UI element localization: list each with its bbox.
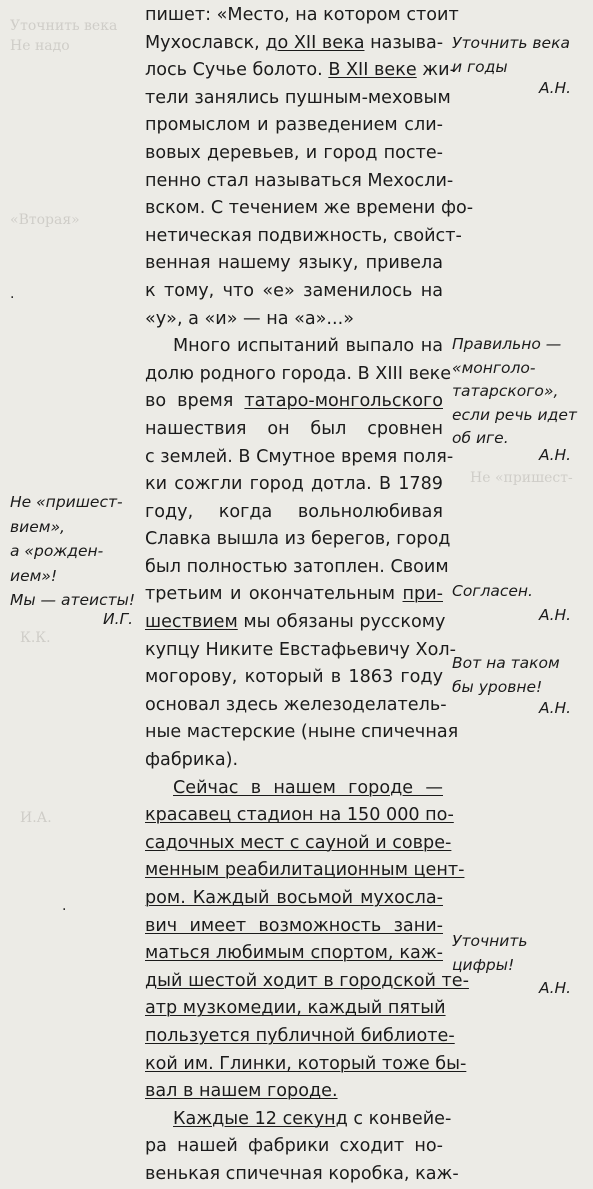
text-line <box>145 885 443 913</box>
note-signature: А.Н. <box>539 979 572 997</box>
text-line: к тому, что «е» заменилось на <box>145 280 443 301</box>
text-line: долю родного города. В XIII веке <box>145 363 452 384</box>
text-span: с конвейе- <box>347 1108 452 1129</box>
bleed-through-text: И.А. <box>20 810 52 826</box>
text-line: нашествия он был сровнен <box>145 418 443 439</box>
margin-note <box>452 929 528 977</box>
text-line <box>145 1106 452 1134</box>
underlined-span: шествием <box>145 612 238 633</box>
note-line: об иге. <box>452 429 509 447</box>
note-signature: И.Г. <box>103 610 134 628</box>
paragraph <box>145 333 459 775</box>
note-line: Правильно — <box>452 335 562 353</box>
note-line: Мы — атеисты! <box>10 591 136 609</box>
text-line <box>145 30 443 58</box>
text-span: во время <box>145 391 245 412</box>
note-signature: А.Н. <box>539 606 572 624</box>
text-line: пишет: «Место, на котором стоит <box>145 5 459 25</box>
text-line <box>145 940 443 968</box>
underlined-span: кой им. Глинки, который тоже бы- <box>145 1053 467 1074</box>
note-signature: А.Н. <box>539 79 572 97</box>
note-line: а «рожден- <box>10 542 104 560</box>
underlined-span: дый шестой ходит в городской те- <box>145 970 469 991</box>
note-line: «монголо- <box>452 358 536 377</box>
bleed-through-text: «Вторая» <box>10 212 80 228</box>
text-line: вовых деревьев, и город посте- <box>145 142 443 163</box>
text-line: основал здесь железоделатель- <box>145 694 447 715</box>
margin-note <box>452 579 533 603</box>
underlined-span: атр музкомедии, каждый пятый <box>145 998 446 1019</box>
text-span: третьим и окончательным <box>145 584 403 605</box>
text-line: вском. С течением же времени фо- <box>145 198 474 219</box>
note-line: если речь идет <box>452 405 577 424</box>
left-margin-note <box>10 490 135 613</box>
main-text-column <box>145 2 474 1189</box>
text-line <box>145 857 465 885</box>
underlined-span: при- <box>402 584 443 605</box>
text-line: был полностью затоплен. Своим <box>145 556 449 577</box>
note-line: ием»! <box>10 566 58 585</box>
text-line <box>145 333 443 361</box>
text-span: Мухославск, <box>145 32 266 53</box>
note-line: Вот на таком <box>452 654 560 672</box>
underlined-span: маться любимым спортом, каж- <box>145 943 443 964</box>
note-line: Уточнить века <box>452 34 570 52</box>
stray-mark: · <box>10 290 15 306</box>
bleed-through-text: Уточнить века <box>10 18 118 34</box>
text-line <box>145 830 452 858</box>
text-line: Славка вышла из берегов, город <box>145 529 451 550</box>
text-line <box>145 388 443 416</box>
underlined-span: менным реабилитационным цент- <box>145 860 465 881</box>
text-span: жи- <box>416 60 456 81</box>
text-line <box>145 802 454 830</box>
text-line: году, когда вольнолюбивая <box>145 501 443 522</box>
text-line <box>145 1051 467 1079</box>
text-line <box>145 913 443 941</box>
bleed-through-text: Не «пришест- <box>470 470 573 486</box>
margin-note <box>452 651 560 699</box>
text-line: ки сожгли город дотла. В 1789 <box>145 474 443 495</box>
underlined-span: татаро-монгольского <box>244 391 443 412</box>
underlined-span: Сейчас в нашем городе — <box>173 777 443 798</box>
text-span: называ- <box>364 32 444 53</box>
note-line: цифры! <box>452 956 515 974</box>
underlined-span: вич имеет возможность зани- <box>145 915 443 936</box>
underlined-span: В XII веке <box>328 60 417 81</box>
text-line: могорову, который в 1863 году <box>145 667 443 688</box>
text-line <box>145 57 456 85</box>
underlined-span: пользуется публичной библиоте- <box>145 1025 455 1046</box>
note-line: Уточнить <box>452 932 528 950</box>
margin-note <box>452 31 570 79</box>
text-line <box>145 968 469 996</box>
text-line <box>145 609 446 637</box>
stray-mark: · <box>62 902 67 918</box>
paragraph <box>145 2 474 333</box>
margin-note <box>452 333 577 451</box>
text-line: венная нашему языку, привела <box>145 253 443 274</box>
underlined-span: Каждые 12 секунд <box>173 1108 348 1129</box>
underlined-span: вал в нашем городе. <box>145 1081 338 1102</box>
bleed-through-text: Не надо <box>10 38 70 54</box>
bleed-through-text: К.К. <box>20 630 51 646</box>
text-line <box>145 1078 443 1106</box>
note-signature: А.Н. <box>539 699 572 717</box>
note-line: Согласен. <box>452 582 533 600</box>
text-line: с землей. В Смутное время поля- <box>145 446 454 467</box>
note-line: татарского», <box>452 382 559 400</box>
text-line: купцу Никите Евстафьевичу Хол- <box>145 639 456 660</box>
text-line <box>145 1023 455 1051</box>
text-line <box>145 775 443 803</box>
text-line: «у», а «и» — на «а»...» <box>145 308 354 329</box>
note-line: Не «пришест- <box>10 493 123 511</box>
text-line: ные мастерские (ныне спичечная <box>145 722 459 743</box>
text-span: Много испытаний выпало на <box>173 336 443 357</box>
text-line: ра нашей фабрики сходит но- <box>145 1136 443 1157</box>
text-line <box>145 581 443 609</box>
text-span: мы обязаны русскому <box>237 612 446 633</box>
paragraph-underlined <box>145 775 469 1106</box>
text-line: фабрика). <box>145 750 239 771</box>
note-line: вием», <box>10 517 65 536</box>
text-line: тели занялись пушным-меховым <box>145 87 451 108</box>
text-line: промыслом и разведением сли- <box>145 115 443 136</box>
underlined-span: ром. Каждый восьмой мухосла- <box>145 888 443 908</box>
text-line: венькая спичечная коробка, каж- <box>145 1163 459 1184</box>
underlined-span: красавец стадион на 150 000 по- <box>145 805 454 826</box>
note-line: и годы <box>452 58 508 76</box>
paragraph <box>145 1106 459 1189</box>
text-span: лось Сучье болото. <box>145 60 329 81</box>
text-line: нетическая подвижность, свойст- <box>145 225 462 246</box>
note-line: бы уровне! <box>452 678 543 696</box>
underlined-span: до XII века <box>265 32 365 53</box>
underlined-span: садочных мест с сауной и совре- <box>145 832 452 853</box>
note-signature: А.Н. <box>539 446 572 464</box>
text-line: пенно стал называться Мехосли- <box>145 170 454 191</box>
